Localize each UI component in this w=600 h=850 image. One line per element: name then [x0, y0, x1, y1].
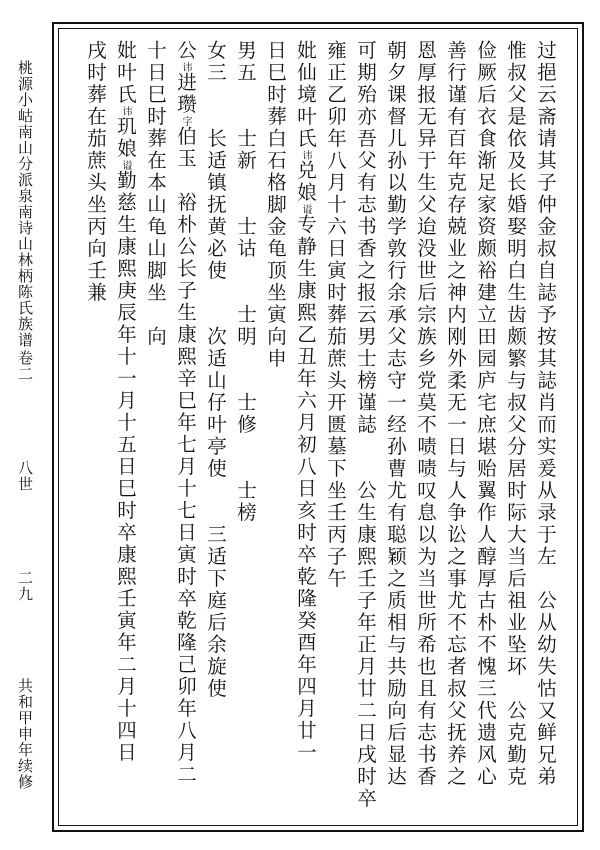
person-record: 伯玉 裕朴公长子生康熙辛巳年七月十七日寅时卒乾隆己卯年八月二: [174, 126, 197, 786]
text-column-7: 可期殆亦吾父有志书香之报云男士榜谨誌 公生康熙壬子年正月廿二日戌时卒: [354, 40, 377, 810]
text-column-9: [292, 40, 318, 764]
page-margin: [14, 60, 36, 820]
text-column-1: 过挹云斋请其子仲金叔自誌予按其誌肖而实爰从录于左 公从幼失怙又鲜兄弟: [534, 40, 557, 788]
wife-given-name: 玑娘: [114, 116, 137, 160]
book-title: 桃源小岵南山分派泉南诗山林柄陈氏族谱: [16, 60, 34, 348]
wife-name-prefix: 妣叶氏: [114, 40, 137, 106]
posthumous-note: 谥: [300, 204, 311, 214]
text-column-14: 十日巳时葬在本山龟山脚坐 向: [144, 40, 167, 348]
person-prefix: 公: [174, 40, 197, 62]
posthumous-note: 谥: [120, 160, 131, 170]
text-column-5: 恩厚报无异于生父迨没世后宗族乡党莫不啧啧叹息以为当世所希也且有志书香: [414, 40, 437, 788]
text-column-10: 日巳时葬白石格脚金龟顶坐寅向申: [264, 40, 287, 370]
page-number: 二九: [16, 570, 34, 602]
courtesy-name-note: 字: [180, 116, 191, 126]
taboo-note: 讳: [300, 150, 311, 160]
text-column-2: 惟叔父是依及长婚娶明白生齿颇繁与叔父分居时际大当后祖业坠坏 公克勤克: [504, 40, 527, 788]
wife-name-prefix: 妣仙境叶氏: [294, 40, 317, 150]
text-column-13: [172, 40, 198, 786]
generation-label: 八世: [16, 460, 34, 492]
text-column-15: [112, 40, 138, 764]
text-column-16: 戌时葬在茄蔗头坐丙向壬兼: [84, 40, 107, 304]
text-column-3: 俭厥后衣食渐足家资颇裕建立田园庐宅庶堪贻翼作人醇厚古朴不愧三代遗风心: [474, 40, 497, 788]
taboo-note: 讳: [180, 62, 191, 72]
wife-record: 勤慈生康熙庚辰年十一月十五日巳时卒康熙壬寅年二月十四日: [114, 170, 137, 764]
wife-record: 专静生康熙乙丑年六月初八日亥时卒乾隆癸酉年四月廿一: [294, 214, 317, 764]
text-column-4: 善行谨有百年克存兢业之神内刚外柔无一日与人争讼之事尤不忘者叔父抚养之: [444, 40, 467, 788]
wife-given-name: 兑娘: [294, 160, 317, 204]
text-column-12: 女三 长适镇抚黄必使 次适山仔叶亭使 三适下庭后余旋使: [204, 40, 227, 700]
person-given-name: 进瓒: [174, 72, 197, 116]
text-column-11: 男五 士新 士诂 士明 士修 士榜: [234, 40, 257, 524]
volume-label: 卷二: [16, 350, 34, 382]
text-column-8: 雍正乙卯年八月十六日寅时葬茄蔗头开匮墓下坐壬丙子午: [324, 40, 347, 590]
text-column-6: 朝夕课督儿孙以勤学敦行余承父志守一经孙曹尤有聪颖之质相与共励向后显达: [384, 40, 407, 788]
edition-label: 共和甲申年续修: [16, 678, 34, 790]
taboo-note: 讳: [120, 106, 131, 116]
